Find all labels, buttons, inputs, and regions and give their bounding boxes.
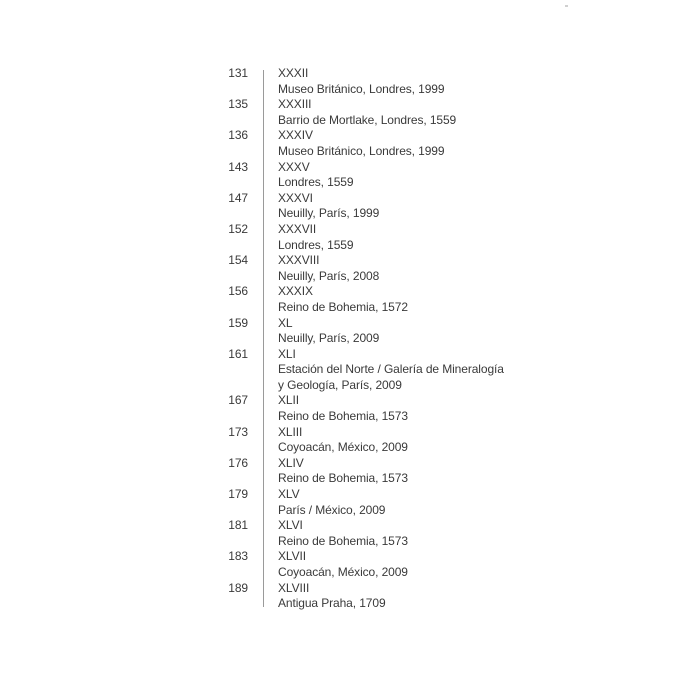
page-number: 147 <box>228 190 248 205</box>
page-number: 167 <box>228 393 248 408</box>
chapter-numeral: XXXIII <box>278 97 312 112</box>
chapter-numeral: XXXVII <box>278 221 317 236</box>
page-number: 154 <box>228 253 248 268</box>
chapter-numeral: XL <box>278 315 293 330</box>
chapter-numeral: XXXIX <box>278 284 313 299</box>
chapter-location: Londres, 1559 <box>278 237 354 252</box>
toc-entry <box>200 97 520 128</box>
chapter-numeral: XLVI <box>278 518 303 533</box>
page-number: 173 <box>228 424 248 439</box>
chapter-location: Neuilly, París, 1999 <box>278 206 380 221</box>
chapter-numeral: XLIV <box>278 455 304 470</box>
chapter-location: Reino de Bohemia, 1573 <box>278 409 408 424</box>
chapter-location: Neuilly, París, 2009 <box>278 331 380 346</box>
chapter-numeral: XLVIII <box>278 580 310 595</box>
toc-entry <box>200 316 520 347</box>
toc-entry <box>200 393 520 424</box>
toc-entry <box>200 347 520 394</box>
toc-entry <box>200 518 520 549</box>
page-number: 156 <box>228 284 248 299</box>
chapter-numeral: XLI <box>278 346 296 361</box>
page-number: 152 <box>228 221 248 236</box>
chapter-location: Coyoacán, México, 2009 <box>278 565 408 579</box>
page-number: 183 <box>228 549 248 564</box>
toc-entry <box>200 581 520 612</box>
chapter-numeral: XXXVIII <box>278 253 320 268</box>
toc-entry <box>200 253 520 284</box>
table-of-contents <box>200 66 520 612</box>
chapter-location: París / México, 2009 <box>278 502 386 517</box>
chapter-location: Estación del Norte / Galería de Mineralogía y Geología, París, 2009 <box>278 362 504 392</box>
chapter-location: Londres, 1559 <box>278 175 354 190</box>
chapter-location: Reino de Bohemia, 1572 <box>278 299 408 314</box>
chapter-numeral: XLVII <box>278 549 306 564</box>
chapter-location: Coyoacán, México, 2009 <box>278 440 408 455</box>
chapter-numeral: XLII <box>278 393 299 408</box>
chapter-location: Museo Británico, Londres, 1999 <box>278 81 445 96</box>
page-number: 176 <box>228 455 248 470</box>
page-number: 143 <box>228 159 248 174</box>
page-number: 135 <box>228 97 248 112</box>
chapter-location: Barrio de Mortlake, Londres, 1559 <box>278 112 457 127</box>
page-number: 136 <box>228 128 248 143</box>
toc-entry <box>200 425 520 456</box>
toc-entry <box>200 284 520 315</box>
toc-entry <box>200 222 520 253</box>
toc-entry <box>200 487 520 518</box>
toc-entry <box>200 128 520 159</box>
corner-mark <box>565 5 568 7</box>
page-number: 159 <box>228 315 248 330</box>
chapter-location: Antigua Praha, 1709 <box>278 596 386 611</box>
chapter-location: Reino de Bohemia, 1573 <box>278 471 408 486</box>
page-number: 131 <box>228 66 248 80</box>
chapter-location: Neuilly, París, 2008 <box>278 268 380 283</box>
toc-entry <box>200 66 520 97</box>
page-number: 161 <box>228 346 248 361</box>
chapter-numeral: XLIII <box>278 424 303 439</box>
page-number: 181 <box>228 518 248 533</box>
chapter-location: Reino de Bohemia, 1573 <box>278 533 408 548</box>
chapter-numeral: XXXVI <box>278 190 313 205</box>
page-number: 179 <box>228 487 248 502</box>
toc-entry <box>200 549 520 580</box>
toc-entry <box>200 456 520 487</box>
toc-entry <box>200 160 520 191</box>
chapter-numeral: XXXII <box>278 66 309 80</box>
page-number: 189 <box>228 580 248 595</box>
chapter-numeral: XLV <box>278 487 300 502</box>
toc-entry <box>200 191 520 222</box>
chapter-location: Museo Británico, Londres, 1999 <box>278 143 445 158</box>
chapter-numeral: XXXV <box>278 159 310 174</box>
chapter-numeral: XXXIV <box>278 128 313 143</box>
